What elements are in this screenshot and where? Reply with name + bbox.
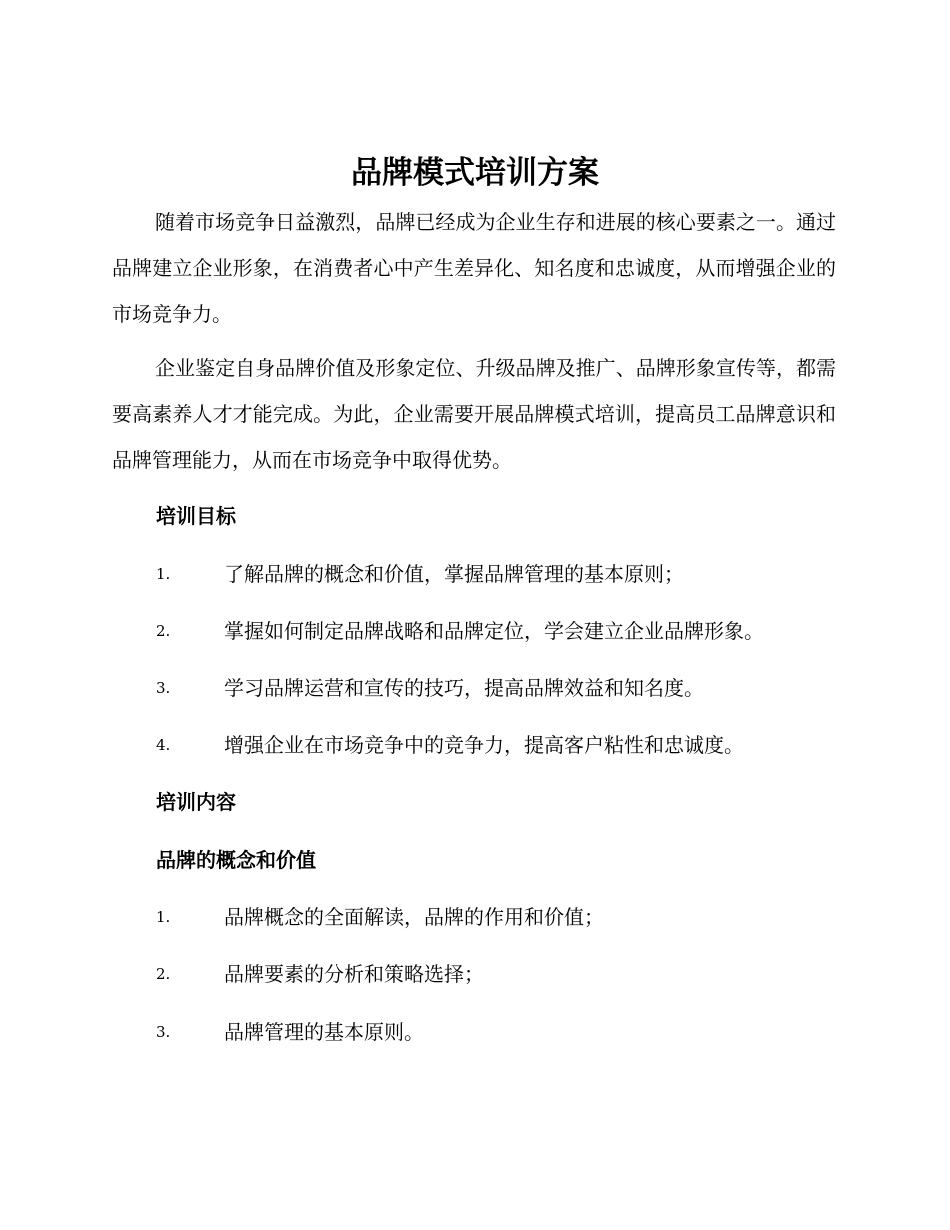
list-number: 2.	[156, 622, 171, 640]
list-number: 1.	[156, 565, 171, 583]
list-text: 品牌概念的全面解读，品牌的作用和价值；	[224, 905, 604, 929]
list-text: 学习品牌运营和宣传的技巧，提高品牌效益和知名度。	[224, 676, 704, 700]
intro-paragraph-1: 随着市场竞争日益激烈，品牌已经成为企业生存和进展的核心要素之一。通过品牌建立企业形象，在消费者心中产生差异化、知名度和忠诚度，从而增强企业的市场竞争力。	[112, 210, 836, 326]
content-list-item	[156, 1017, 856, 1047]
training-content-heading: 培训内容	[156, 790, 236, 814]
list-text: 增强企业在市场竞争中的竞争力，提高客户粘性和忠诚度。	[224, 733, 744, 757]
content-list-item	[156, 959, 856, 989]
list-text: 了解品牌的概念和价值，掌握品牌管理的基本原则；	[224, 562, 684, 586]
goal-list-item	[156, 673, 856, 703]
goal-list-item	[156, 730, 856, 760]
content-list-item	[156, 902, 856, 932]
goal-list-item	[156, 559, 856, 589]
list-text: 品牌要素的分析和策略选择；	[224, 962, 484, 986]
training-goals-heading: 培训目标	[156, 504, 236, 528]
brand-concept-subheading: 品牌的概念和价值	[156, 848, 316, 872]
list-number: 3.	[156, 1023, 171, 1041]
list-number: 2.	[156, 965, 171, 983]
list-text: 品牌管理的基本原则。	[224, 1020, 424, 1044]
intro-paragraph-2: 企业鉴定自身品牌价值及形象定位、升级品牌及推广、品牌形象宣传等，都需要高素养人才才能完成。为此，企业需要开展品牌模式培训，提高员工品牌意识和品牌管理能力，从而在市场竞争中取得优势。	[112, 356, 836, 472]
list-text: 掌握如何制定品牌战略和品牌定位，学会建立企业品牌形象。	[224, 619, 764, 643]
list-number: 4.	[156, 736, 171, 754]
document-title: 品牌模式培训方案	[351, 155, 599, 191]
goal-list-item	[156, 616, 856, 646]
list-number: 3.	[156, 679, 171, 697]
list-number: 1.	[156, 908, 171, 926]
